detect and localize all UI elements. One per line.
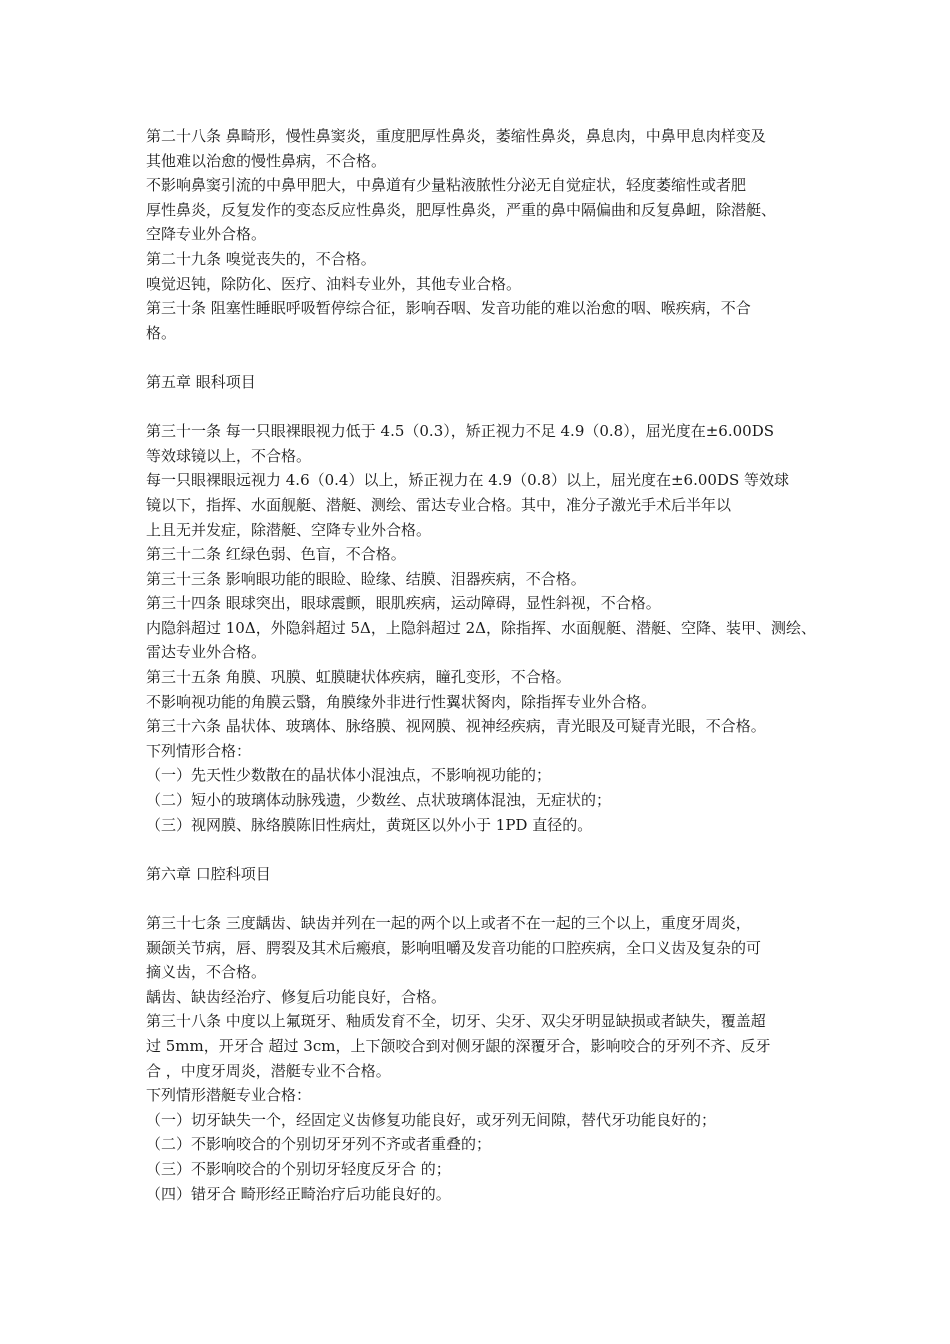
paragraph-line: 龋齿、缺齿经治疗、修复后功能良好，合格。: [146, 987, 447, 1006]
list-item: （三）视网膜、脉络膜陈旧性病灶，黄斑区以外小于 1PD 直径的。: [146, 815, 593, 834]
list-item: （一）先天性少数散在的晶状体小混浊点，不影响视功能的；: [146, 766, 552, 785]
paragraph-line: 第三十五条 角膜、巩膜、虹膜睫状体疾病，瞳孔变形，不合格。: [146, 668, 571, 687]
paragraph-line: 第三十三条 影响眼功能的眼睑、睑缘、结膜、泪器疾病，不合格。: [146, 569, 586, 588]
paragraph-line: 等效球镜以上，不合格。: [146, 446, 312, 465]
paragraph-line: 每一只眼裸眼远视力 4.6（0.4）以上，矫正视力在 4.9（0.8）以上，屈光度在±6.00DS 等效球: [146, 471, 789, 490]
paragraph-line: 第三十六条 晶状体、玻璃体、脉络膜、视网膜、视神经疾病，青光眼及可疑青光眼，不合格。: [146, 717, 766, 736]
paragraph-line: 不影响视功能的角膜云翳，角膜缘外非进行性翼状胬肉，除指挥专业外合格。: [146, 692, 657, 711]
paragraph-line: 空降专业外合格。: [146, 225, 267, 244]
paragraph-line: 下列情形合格：: [146, 741, 252, 760]
paragraph-line: 镜以下，指挥、水面舰艇、潜艇、测绘、雷达专业合格。其中，准分子激光手术后半年以: [146, 495, 732, 514]
blank-line: [146, 837, 826, 862]
list-item: （四）错牙合 畸形经正畸治疗后功能良好的。: [146, 1184, 451, 1203]
paragraph-line: 第三十八条 中度以上氟斑牙、釉质发育不全，切牙、尖牙、双尖牙明显缺损或者缺失，覆盖超: [146, 1012, 766, 1031]
paragraph-line: 合 ，中度牙周炎，潜艇专业不合格。: [146, 1061, 391, 1080]
list-item: （二）短小的玻璃体动脉残遗，少数丝、点状玻璃体混浊，无症状的；: [146, 791, 612, 810]
paragraph-line: 第三十七条 三度龋齿、缺齿并列在一起的两个以上或者不在一起的三个以上，重度牙周炎，: [146, 914, 751, 932]
list-item: （三）不影响咬合的个别切牙轻度反牙合 的；: [146, 1159, 451, 1178]
list-item: （一）切牙缺失一个，经固定义齿修复功能良好，或牙列无间隙，替代牙功能良好的；: [146, 1110, 717, 1129]
paragraph-line: 其他难以治愈的慢性鼻病，不合格。: [146, 151, 387, 170]
chapter-heading: 第六章 口腔科项目: [146, 864, 271, 883]
paragraph-line: 不影响鼻窦引流的中鼻甲肥大，中鼻道有少量粘液脓性分泌无自觉症状，轻度萎缩性或者肥: [146, 176, 747, 195]
paragraph-line: 下列情形潜艇专业合格：: [146, 1086, 312, 1105]
paragraph-line: 上且无并发症，除潜艇、空降专业外合格。: [146, 520, 432, 539]
blank-line: [146, 395, 826, 420]
list-item: （二）不影响咬合的个别切牙牙列不齐或者重叠的；: [146, 1135, 492, 1154]
paragraph-line: 摘义齿，不合格。: [146, 963, 267, 982]
paragraph-line: 第三十二条 红绿色弱、色盲，不合格。: [146, 545, 406, 564]
paragraph-line: 格。: [146, 323, 177, 342]
paragraph-line: 过 5mm，开牙合 超过 3cm，上下颌咬合到对侧牙龈的深覆牙合，影响咬合的牙列不齐、反牙: [146, 1036, 771, 1055]
chapter-heading: 第五章 眼科项目: [146, 372, 256, 391]
blank-line: [146, 345, 826, 370]
paragraph-line: 第二十八条 鼻畸形，慢性鼻窦炎，重度肥厚性鼻炎，萎缩性鼻炎，鼻息肉，中鼻甲息肉样变及: [146, 127, 766, 145]
blank-line: [146, 886, 826, 911]
paragraph-line: 第二十九条 嗅觉丧失的，不合格。: [146, 249, 376, 268]
paragraph-line: 嗅觉迟钝，除防化、医疗、油料专业外，其他专业合格。: [146, 274, 522, 293]
paragraph-line: 颞颌关节病，唇、腭裂及其术后瘢痕，影响咀嚼及发音功能的口腔疾病，全口义齿及复杂的可: [146, 938, 762, 957]
paragraph-line: 第三十四条 眼球突出，眼球震颤，眼肌疾病，运动障碍，显性斜视，不合格。: [146, 594, 661, 613]
paragraph-line: 厚性鼻炎，反复发作的变态反应性鼻炎，肥厚性鼻炎，严重的鼻中隔偏曲和反复鼻衄，除潜艇、: [146, 200, 777, 219]
paragraph-line: 内隐斜超过 10Δ，外隐斜超过 5Δ，上隐斜超过 2Δ，除指挥、水面舰艇、潜艇、空降、装甲、测绘、: [146, 618, 816, 637]
document-page: [146, 124, 826, 1206]
paragraph-line: 雷达专业外合格。: [146, 643, 267, 662]
paragraph-line: 第三十条 阻塞性睡眠呼吸暂停综合征，影响吞咽、发音功能的难以治愈的咽、喉疾病，不合: [146, 299, 751, 318]
paragraph-line: 第三十一条 每一只眼裸眼视力低于 4.5（0.3），矫正视力不足 4.9（0.8），屈光度在±6.00DS: [146, 422, 774, 441]
